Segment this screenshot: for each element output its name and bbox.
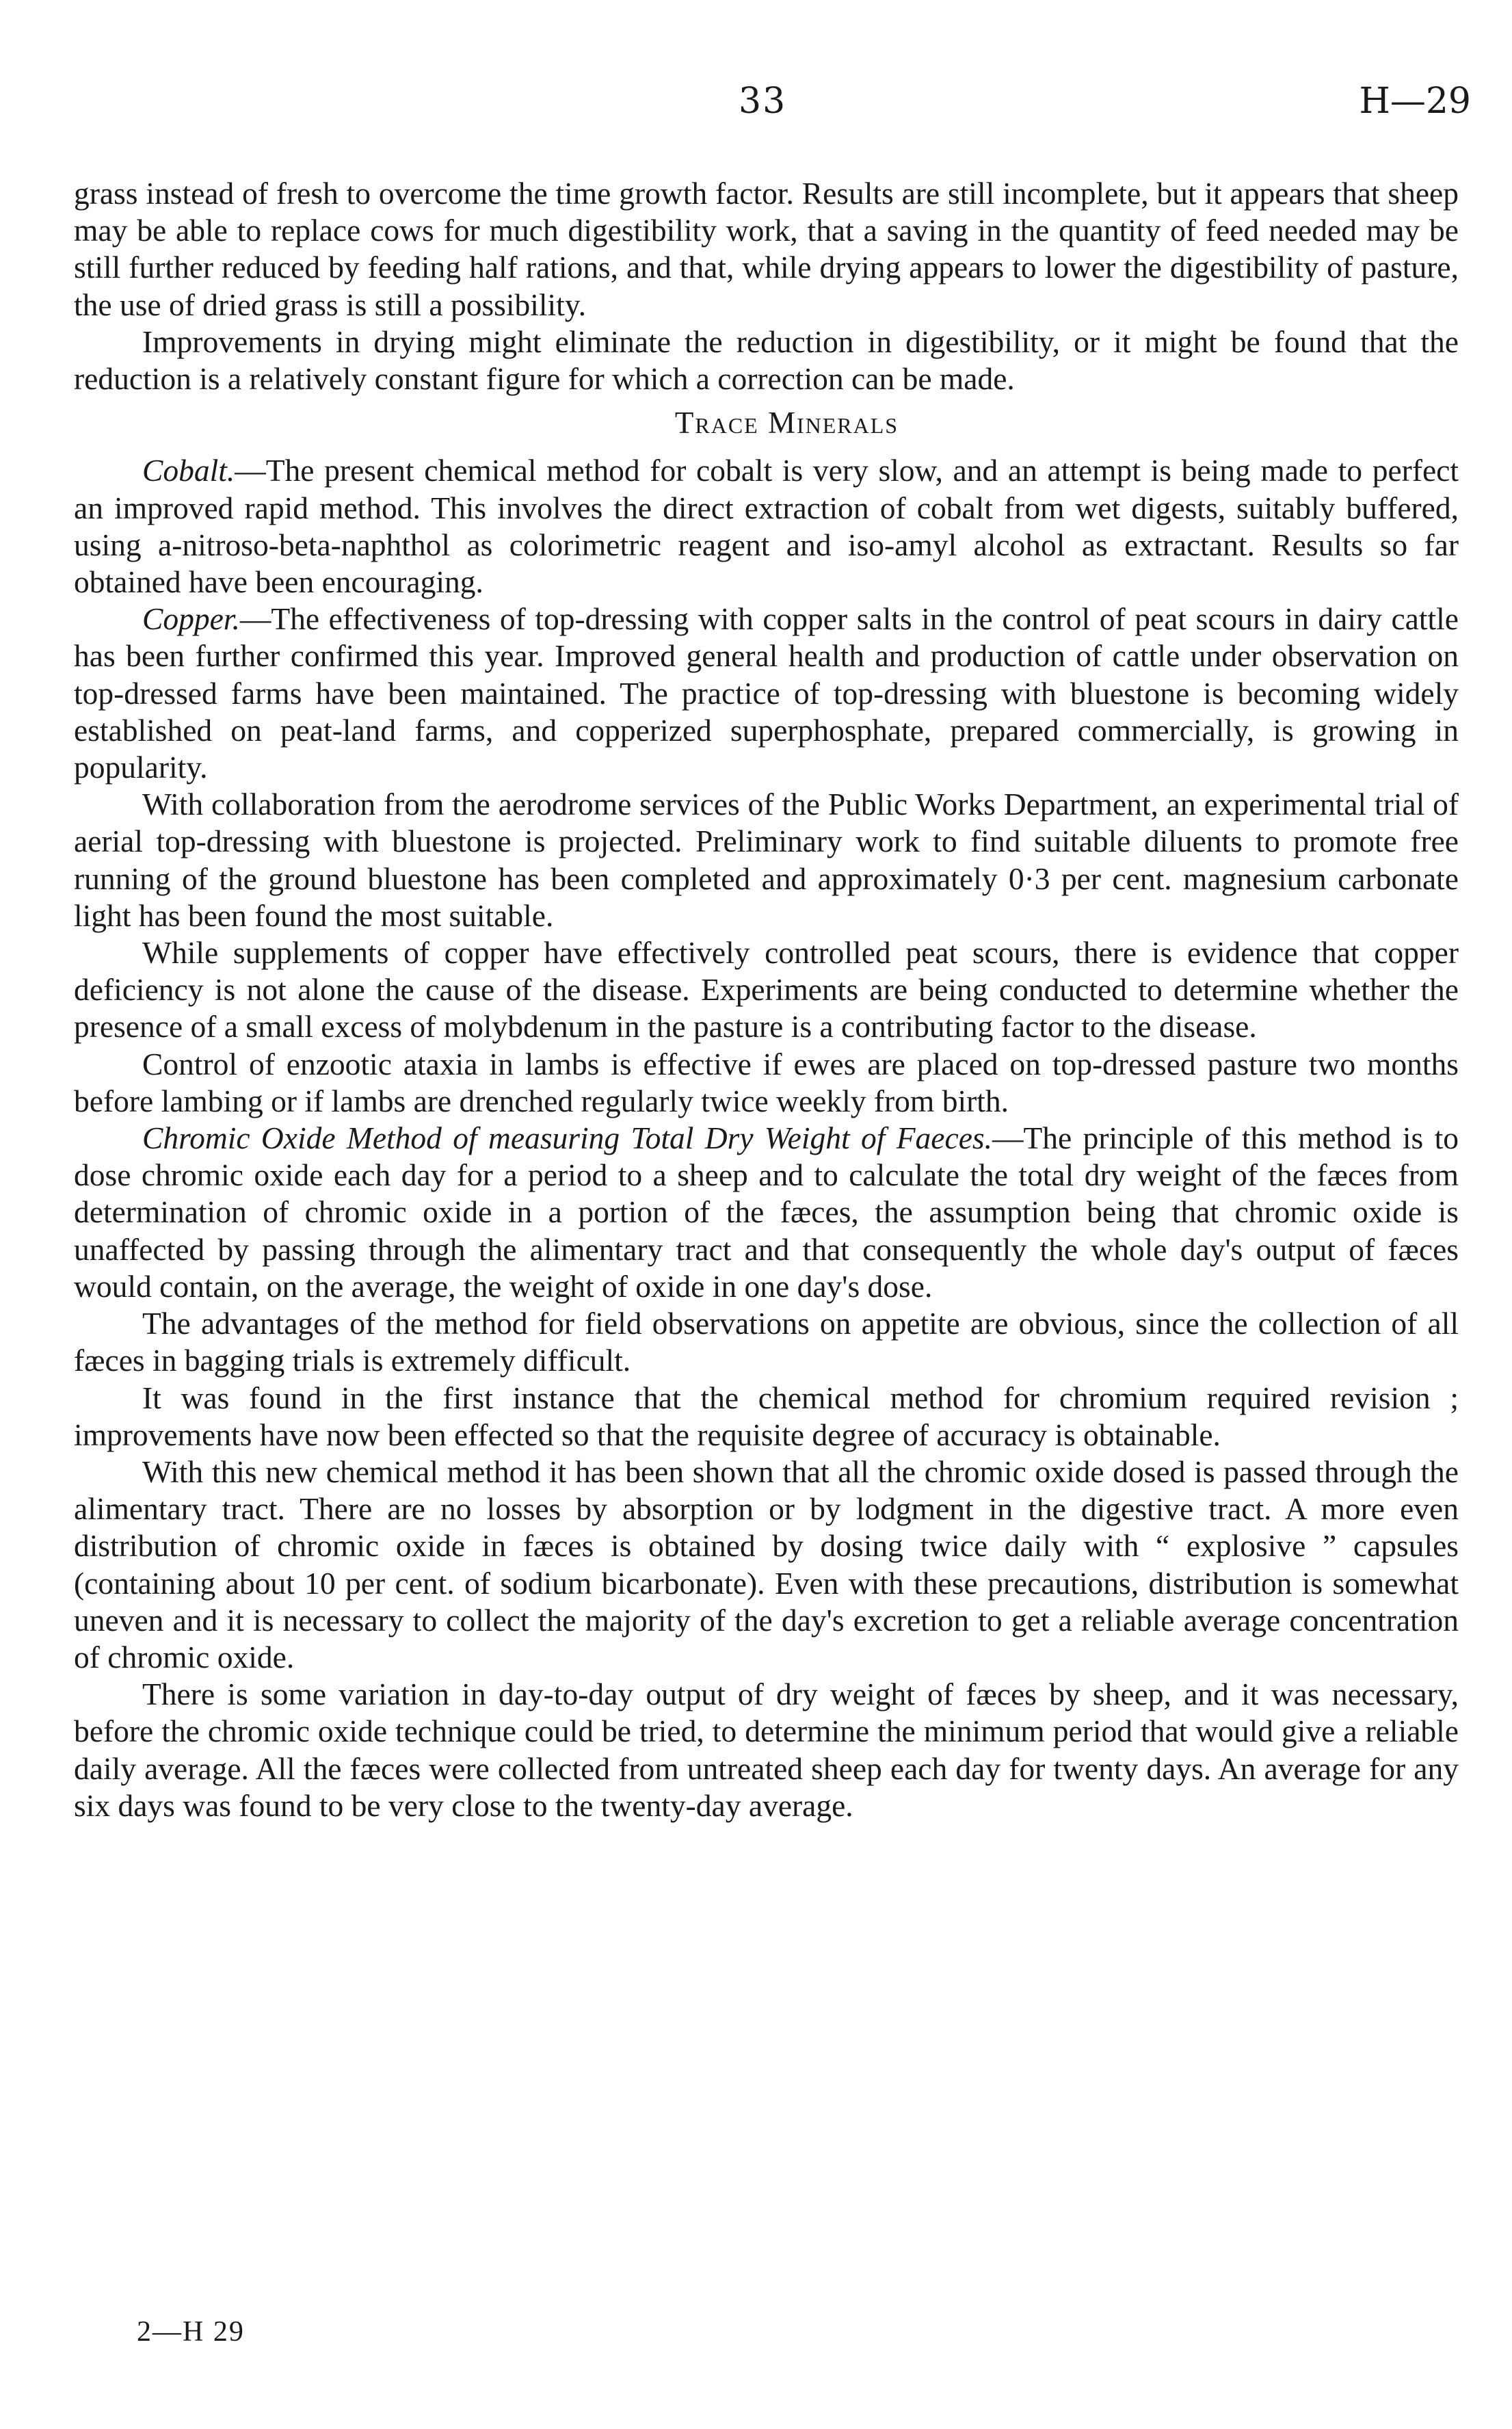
paragraph-new-method: With this new chemical method it has been shown that all the chromic oxide dosed is passed through the alimentary tract. There are no losses by absorption or by lodgment in the digestive tract. A more even distribution of chromic oxide in fæces is obtained by dosing twice daily with “ explosive ” capsules (containing about 10 per cent. of sodium bicarbonate). Even with these precautions, distribution is somewhat uneven and it is necessary to collect the majority of the day's excretion to get a reliable average concentration of chromic oxide.: [74, 1454, 1459, 1675]
paragraph-enzootic-ataxia: Control of enzootic ataxia in lambs is effective if ewes are placed on top-dressed pasture two months before lambing or if lambs are drenched regularly twice weekly from birth.: [74, 1046, 1459, 1118]
chromic-oxide-text: —The principle of this method is to dose chromic oxide each day for a period to a sheep and to calculate the total dry weight of the fæces from determination of chromic oxide in a portion of the fæces, the assumption being that chromic oxide is unaffected by passing through the alimentary tract and that consequently the whole day's output of fæces would contain, on the average, the weight of oxide in one day's dose.: [74, 1120, 1459, 1304]
paragraph-improvements: Improvements in drying might eliminate the reduction in digestibility, or it might be found that the reduction is a relatively constant figure for which a correction can be made.: [74, 324, 1459, 397]
section-heading-trace-minerals: Trace Minerals: [674, 406, 899, 441]
paragraph-daily-variation: There is some variation in day-to-day output of dry weight of fæces by sheep, and it was necessary, before the chromic oxide technique could be tried, to determine the minimum period that would give a reliable daily average. All the fæces were collected from untreated sheep each day for twenty days. An average for any six days was found to be very close to the twenty-day average.: [74, 1677, 1459, 1823]
paragraph-chromic-oxide: [74, 1120, 1459, 1305]
body-text: [74, 175, 1459, 1824]
copper-text: —The effectiveness of top-dressing with copper salts in the control of peat scours in dairy cattle has been further confirmed this year. Improved general health and production of cattle under observation on top-dressed farms have been maintained. The practice of top-dressing with bluestone is becoming widely established on peat-land farms, and copperized superphosphate, prepared commercially, is growing in popularity.: [74, 601, 1459, 785]
paragraph-aerial-topdressing: With collaboration from the aerodrome services of the Public Works Department, an experimental trial of aerial top-dressing with bluestone is projected. Preliminary work to find suitable diluents to promote free running of the ground bluestone has been completed and approximately 0·3 per cent. magnesium carbonate light has been found the most suitable.: [74, 787, 1459, 933]
document-reference: H—29: [1359, 81, 1471, 122]
page-number: 33: [739, 81, 787, 122]
chromic-oxide-lead: Chromic Oxide Method of measuring Total Dry Weight of Faeces.: [142, 1120, 992, 1156]
footer-signature: 2—H 29: [137, 2316, 245, 2348]
paragraph-continuation: grass instead of fresh to overcome the time growth factor. Results are still incomplete, but it appears that sheep may be able to replace cows for much digestibility work, that a saving in the quantity of feed needed may be still further reduced by feeding half rations, and that, while drying appears to lower the digestibility of pasture, the use of dried grass is still a possibility.: [74, 176, 1459, 322]
paragraph-advantages: The advantages of the method for field observations on appetite are obvious, since the collection of all fæces in bagging trials is extremely difficult.: [74, 1306, 1459, 1378]
paragraph-copper-supplements: While supplements of copper have effectively controlled peat scours, there is evidence that copper deficiency is not alone the cause of the disease. Experiments are being conducted to determine whether the presence of a small excess of molybdenum in the pasture is a contributing factor to the disease.: [74, 935, 1459, 1045]
copper-lead: Copper.: [142, 601, 240, 637]
paragraph-chromium-revision: It was found in the first instance that the chemical method for chromium required revision ; improvements have now been effected so that the requisite degree of accuracy is obtainable.: [74, 1380, 1459, 1452]
page-header: [0, 81, 1512, 135]
cobalt-text: —The present chemical method for cobalt is very slow, and an attempt is being made to perfect an improved rapid method. This involves the direct extraction of cobalt from wet digests, suitably buffered, using a-nitroso-beta-naphthol as colorimetric reagent and iso-amyl alcohol as extractant. Results so far obtained have been encouraging.: [74, 453, 1459, 600]
paragraph-cobalt: [74, 452, 1459, 601]
cobalt-lead: Cobalt.: [142, 453, 235, 488]
paragraph-copper: [74, 601, 1459, 786]
